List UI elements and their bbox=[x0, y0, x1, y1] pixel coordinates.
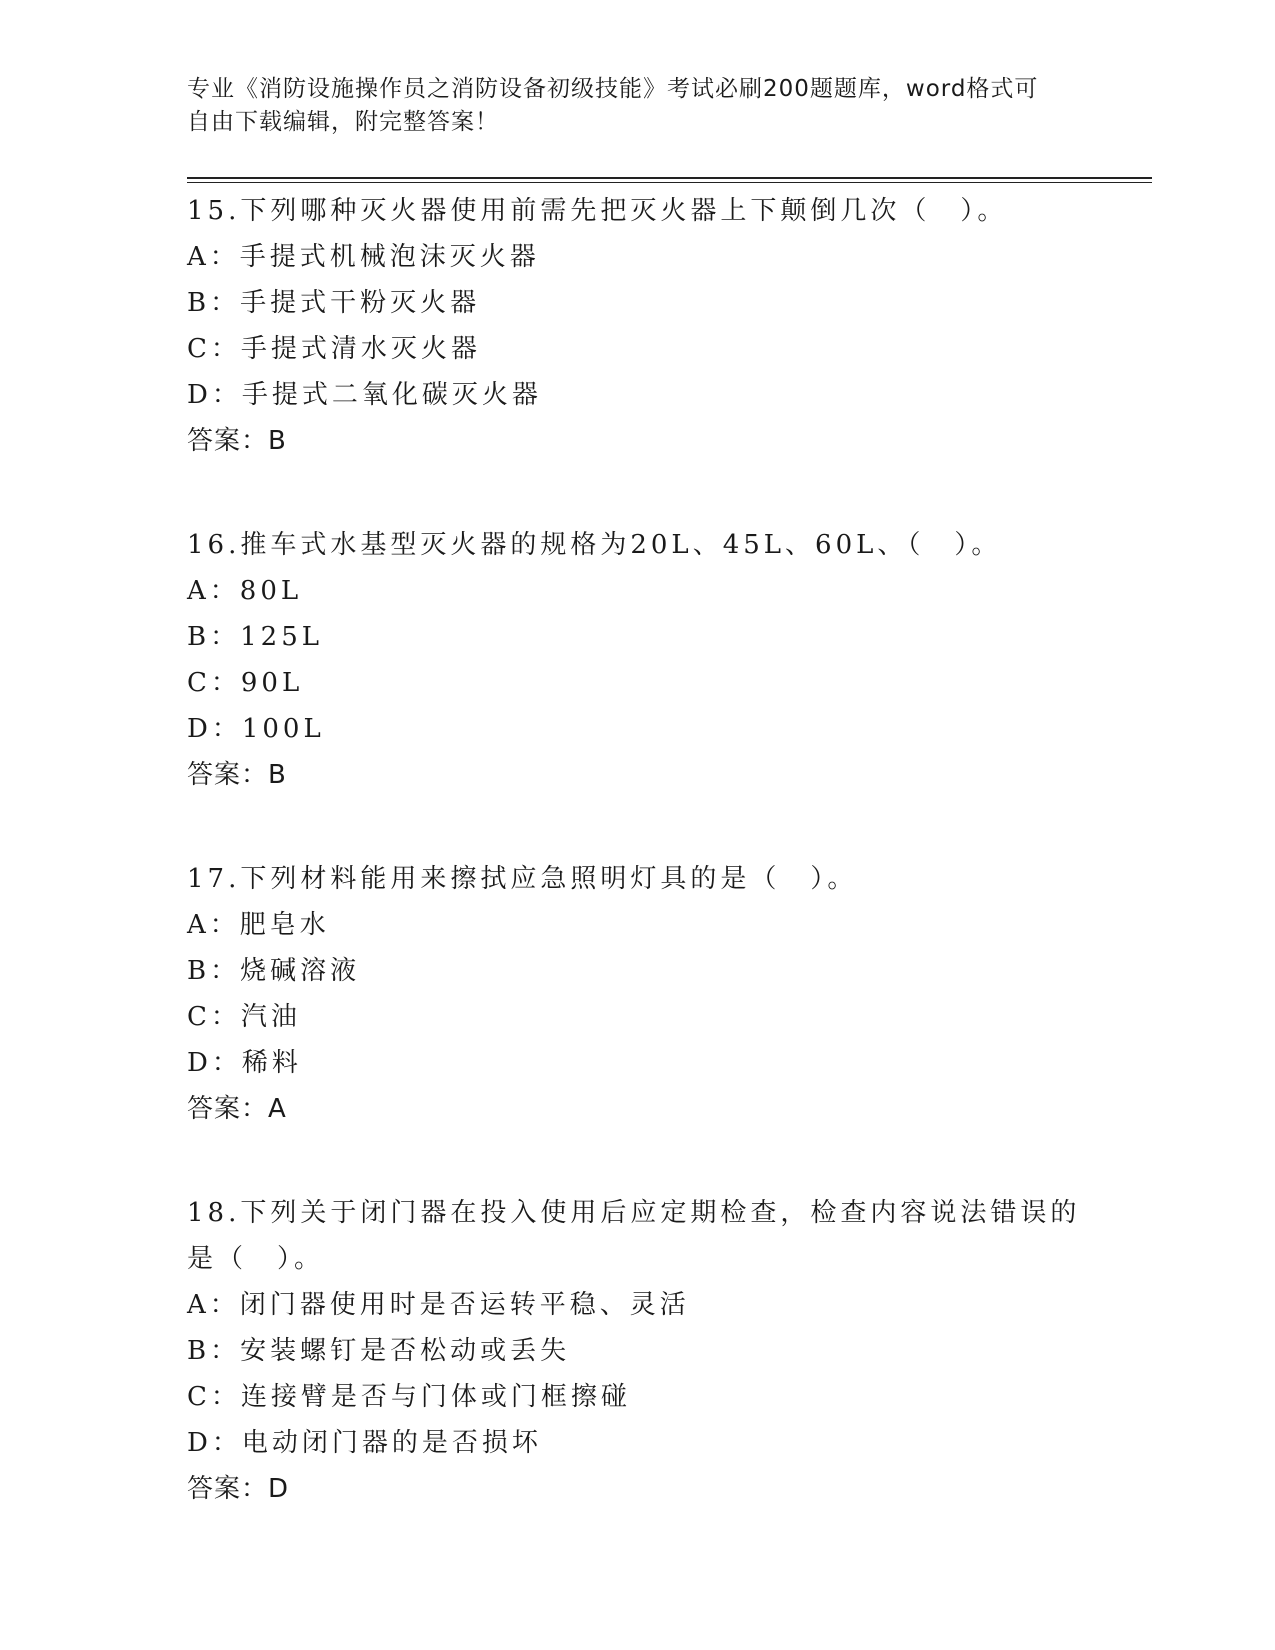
question-17 bbox=[187, 856, 1087, 1132]
question-text: 16.推车式水基型灭火器的规格为20L、45L、60L、（ ）。 bbox=[187, 530, 1002, 560]
option-a: A：手提式机械泡沫灭火器 bbox=[187, 242, 540, 272]
option-c: C：90L bbox=[187, 668, 304, 698]
header-line-2: 自由下载编辑，附完整答案！ bbox=[187, 109, 499, 135]
option-c: C：汽油 bbox=[187, 1002, 301, 1032]
question-18 bbox=[187, 1190, 1087, 1512]
question-16 bbox=[187, 522, 1087, 798]
question-15 bbox=[187, 188, 1087, 464]
question-list bbox=[187, 188, 1087, 1570]
answer-line: 答案：D bbox=[187, 1474, 290, 1504]
option-a: A：80L bbox=[187, 576, 303, 606]
answer-line: 答案：A bbox=[187, 1094, 287, 1124]
document-header bbox=[187, 73, 1067, 139]
option-c: C：手提式清水灭火器 bbox=[187, 334, 481, 364]
header-line-1: 专业《消防设施操作员之消防设备初级技能》考试必刷200题题库，word格式可 bbox=[187, 76, 1039, 102]
answer-line: 答案：B bbox=[187, 760, 287, 790]
option-c: C：连接臂是否与门体或门框擦碰 bbox=[187, 1382, 631, 1412]
header-divider-thick bbox=[187, 177, 1152, 179]
question-text: 18.下列关于闭门器在投入使用后应定期检查，检查内容说法错误的是（ ）。 bbox=[187, 1198, 1081, 1274]
option-b: B：安装螺钉是否松动或丢失 bbox=[187, 1336, 571, 1366]
option-a: A：肥皂水 bbox=[187, 910, 330, 940]
question-text: 15.下列哪种灭火器使用前需先把灭火器上下颠倒几次（ ）。 bbox=[187, 196, 1008, 226]
option-b: B：手提式干粉灭火器 bbox=[187, 288, 481, 318]
option-d: D：稀料 bbox=[187, 1048, 302, 1078]
option-b: B：烧碱溶液 bbox=[187, 956, 361, 986]
option-d: D：100L bbox=[187, 714, 325, 744]
option-a: A：闭门器使用时是否运转平稳、灵活 bbox=[187, 1290, 690, 1320]
option-d: D：手提式二氧化碳灭火器 bbox=[187, 380, 542, 410]
question-text: 17.下列材料能用来擦拭应急照明灯具的是（ ）。 bbox=[187, 864, 858, 894]
option-b: B：125L bbox=[187, 622, 323, 652]
answer-line: 答案：B bbox=[187, 426, 287, 456]
header-divider-thin bbox=[187, 182, 1152, 183]
option-d: D：电动闭门器的是否损坏 bbox=[187, 1428, 542, 1458]
